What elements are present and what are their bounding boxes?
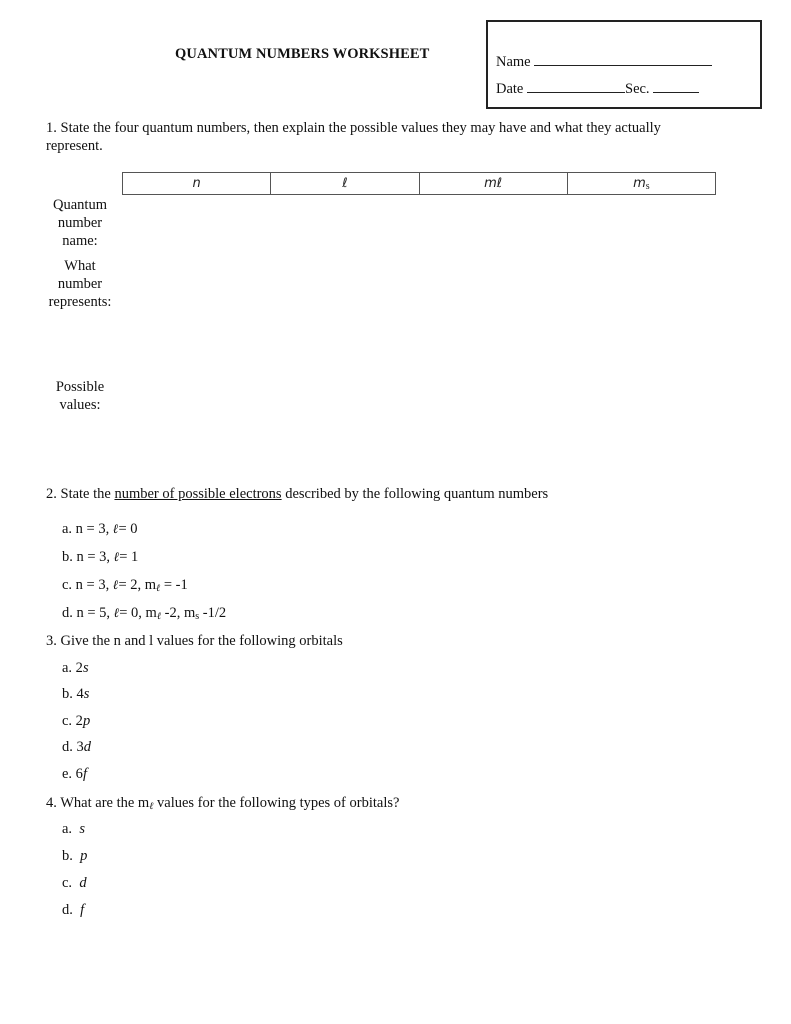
q4-item-d: d. f (62, 902, 85, 918)
date-label: Date (496, 81, 524, 97)
name-field[interactable] (496, 53, 712, 71)
row-label-name: Quantum number name: (53, 197, 107, 249)
date-blank[interactable] (527, 80, 625, 93)
name-label: Name (496, 54, 531, 70)
date-sec-field (496, 80, 699, 98)
sec-blank[interactable] (653, 80, 699, 93)
table-header-row (123, 173, 716, 195)
sec-label: Sec. (625, 81, 650, 97)
name-blank[interactable] (534, 53, 712, 66)
row-label-values: Possible values: (55, 379, 105, 413)
q2-item-c: c. n = 3, ℓ= 2, $m_\ell = -1$ (62, 577, 188, 594)
q3-item-c: c. 2p (62, 713, 91, 729)
q2-item-d: d. n = 5, ℓ= 0, $m_\ell$ -2, $m_s$ -1/2 (62, 605, 227, 622)
q4-item-a: a. s (62, 821, 85, 837)
row-label-represents: What number represents: (48, 258, 112, 310)
q3-item-d: d. 3d (62, 739, 91, 755)
q3-item-a: a. 2s (62, 660, 89, 676)
header-l: ℓ (271, 173, 419, 195)
student-info-box (486, 20, 762, 109)
header-n: n (123, 173, 271, 195)
question-1 (46, 119, 746, 155)
question-1-line-2: represent. (46, 138, 103, 154)
question-3: 3. Give the n and l values for the following orbitals (46, 633, 343, 649)
header-ms: $m_s$ (567, 173, 715, 195)
q2-item-b: b. n = 3, ℓ= 1 (62, 549, 139, 565)
question-1-line-1: 1. State the four quantum numbers, then explain the possible values they may have and what they actually (46, 120, 661, 136)
q3-item-e: e. 6f (62, 766, 87, 782)
q4-item-c: c. d (62, 875, 87, 891)
q4-item-b: b. p (62, 848, 88, 864)
q2-item-a: a. n = 3, ℓ= 0 (62, 521, 138, 537)
q3-item-b: b. 4s (62, 686, 90, 702)
question-2: 2. State the number of possible electrons described by the following quantum numbers (46, 486, 549, 502)
underlined-phrase: number of possible electrons (114, 486, 282, 502)
question-4: 4. What are the $m_\ell$ values for the following types of orbitals? (46, 795, 400, 812)
header-ml: mℓ (419, 173, 567, 195)
worksheet-title: QUANTUM NUMBERS WORKSHEET (175, 46, 430, 62)
quantum-numbers-table (122, 172, 716, 195)
